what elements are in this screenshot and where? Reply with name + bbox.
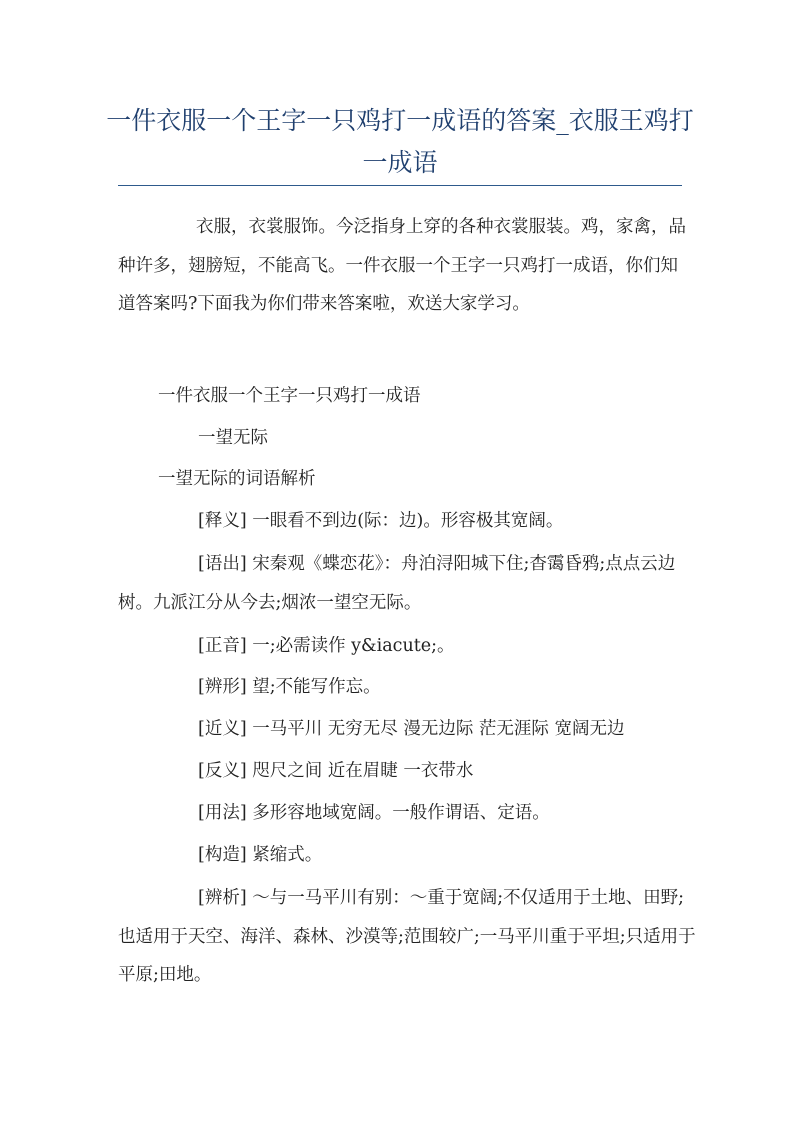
- entry-shiyi: [释义] 一眼看不到边(际：边)。形容极其宽阔。: [198, 511, 564, 531]
- entry-yuchu: [语出] 宋秦观《蝶恋花》：舟泊浔阳城下住;杳霭昏鸦;点点云边树。九派江分从今去;烟浓一望空无际。: [118, 554, 676, 613]
- riddle-heading: 一件衣服一个王字一只鸡打一成语: [158, 386, 421, 406]
- entry-bianxi: [辨析] ～与一马平川有别：～重于宽阔;不仅适用于土地、田野;也适用于天空、海洋、森林、沙漠等;范围较广;一马平川重于平坦;只适用于平原;田地。: [118, 888, 696, 985]
- entry-bianxing: [辨形] 望;不能写作忘。: [198, 677, 381, 697]
- entry-gouzao: [构造] 紧缩式。: [198, 845, 323, 865]
- entry-jinyi: [近义] 一马平川 无穷无尽 漫无边际 茫无涯际 宽阔无边: [198, 719, 625, 739]
- entry-zhengyin: [正音] 一;必需读作 y&iacute;。: [198, 636, 455, 656]
- intro-paragraph: 衣服，衣裳服饰。今泛指身上穿的各种衣裳服装。鸡，家禽，品种许多，翅膀短，不能高飞。一件衣服一个王字一只鸡打一成语，你们知道答案吗?下面我为你们带来答案啦，欢送大家学习。: [118, 217, 686, 314]
- entry-yongfa: [用法] 多形容地域宽阔。一般作谓语、定语。: [198, 803, 550, 823]
- document-title: 一件衣服一个王字一只鸡打一成语的答案_衣服王鸡打一成语: [106, 106, 694, 177]
- entry-fanyi: [反义] 咫尺之间 近在眉睫 一衣带水: [198, 761, 474, 781]
- analysis-heading: 一望无际的词语解析: [158, 469, 316, 489]
- riddle-answer: 一望无际: [198, 428, 268, 448]
- title-divider: [118, 185, 682, 186]
